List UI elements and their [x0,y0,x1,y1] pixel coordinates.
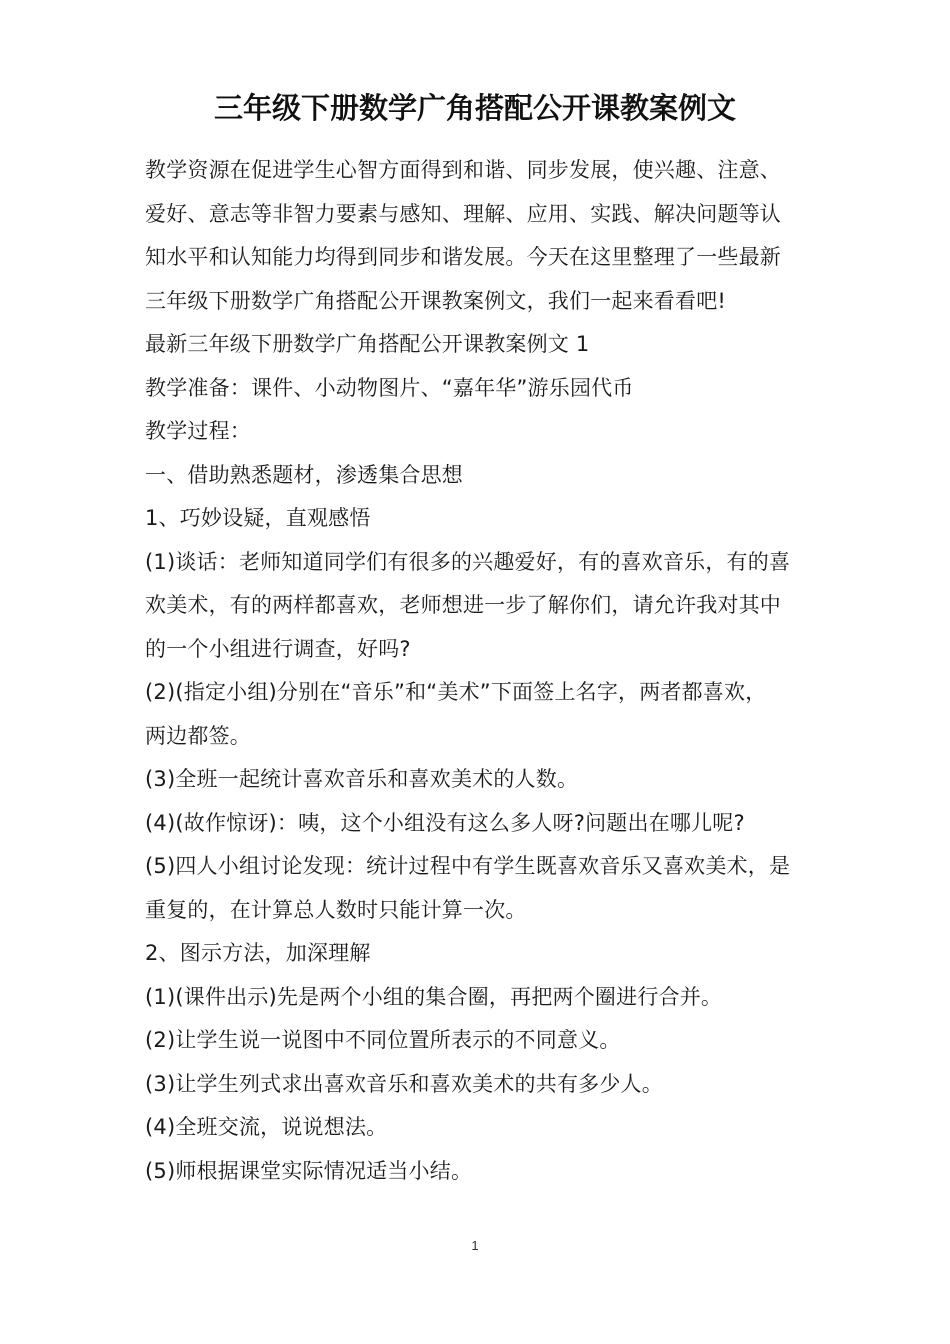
paragraph: (1)谈话：老师知道同学们有很多的兴趣爱好，有的喜欢音乐，有的喜 欢美术，有的两样都喜欢，老师想进一步了解你们，请允许我对其中 的一个小组进行调查，好吗? [145,549,791,661]
paragraph: (3)让学生列式求出喜欢音乐和喜欢美术的共有多少人。 [145,1071,663,1096]
paragraph: (4)(故作惊讶)：咦，这个小组没有这么多人呀?问题出在哪儿呢? [145,810,745,835]
paragraph: (4)全班交流，说说想法。 [145,1115,388,1139]
paragraph: (3)全班一起统计喜欢音乐和喜欢美术的人数。 [145,767,579,791]
paragraph: 最新三年级下册数学广角搭配公开课教案例文 1 [145,332,590,356]
paragraph: 1、巧妙设疑，直观感悟 [145,506,371,530]
document-title: 三年级下册数学广角搭配公开课教案例文 [213,91,736,125]
paragraph: (5)四人小组讨论发现：统计过程中有学生既喜欢音乐又喜欢美术，是 重复的，在计算总人数时只能计算一次。 [145,854,791,922]
paragraph: 一、借助熟悉题材，渗透集合思想 [145,462,463,487]
paragraph: (5)师根据课堂实际情况适当小结。 [145,1158,473,1183]
paragraph: (2)(指定小组)分别在“音乐”和“美术”下面签上名字，两者都喜欢， 两边都签。 [145,680,767,748]
paragraph: 教学准备：课件、小动物图片、“嘉年华”游乐园代币 [145,375,634,400]
intro-paragraph: 教学资源在促进学生心智方面得到和谐、同步发展，使兴趣、注意、 爱好、意志等非智力要素与感知、理解、应用、实践、解决问题等认 知水平和认知能力均得到同步和谐发展。今天在这里整理了一些最新 三年级下册数学广角搭配公开课教案例文，我们一起来看看吧! [145,158,781,313]
paragraph: (1)(课件出示)先是两个小组的集合圈，再把两个圈进行合并。 [145,984,723,1009]
page-number: 1 [471,1238,479,1253]
paragraph: 2、图示方法，加深理解 [145,941,371,965]
document-body [145,149,817,1193]
paragraph: (2)让学生说一说图中不同位置所表示的不同意义。 [145,1028,621,1052]
paragraph: 教学过程： [145,419,251,443]
